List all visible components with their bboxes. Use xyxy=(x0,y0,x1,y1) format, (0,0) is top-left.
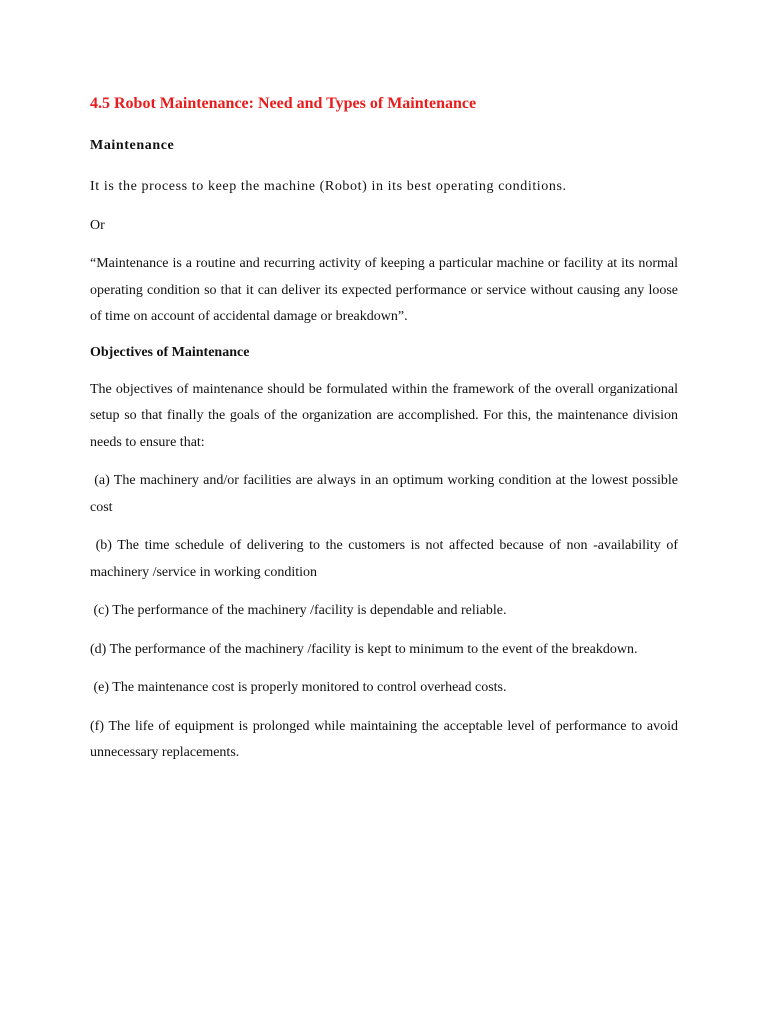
maintenance-quote: “Maintenance is a routine and recurring activity of keeping a particular machine or facility at its normal operating condition so that it can deliver its expected performance or service without causing any loose of time on account of accidental damage or breakdown”. xyxy=(90,256,678,324)
or-separator: Or xyxy=(90,217,105,233)
document-content xyxy=(90,92,682,767)
objective-item-a: (a) The machinery and/or facilities are always in an optimum working condition at the lowest possible cost xyxy=(90,473,682,515)
objective-item-c: (c) The performance of the machinery /facility is dependable and reliable. xyxy=(90,603,507,618)
objective-item-b: (b) The time schedule of delivering to the customers is not affected because of non -availability of machinery /service in working condition xyxy=(90,538,682,580)
objectives-intro: The objectives of maintenance should be formulated within the framework of the overall organizational setup so that finally the goals of the organization are accomplished. For this, the maintenance division needs to ensure that: xyxy=(90,381,678,450)
objective-item-f: (f) The life of equipment is prolonged while maintaining the acceptable level of performance to avoid unnecessary replacements. xyxy=(90,718,682,760)
objectives-heading: Objectives of Maintenance xyxy=(90,344,250,360)
objective-item-e: (e) The maintenance cost is properly monitored to control overhead costs. xyxy=(90,680,507,695)
maintenance-definition: It is the process to keep the machine (Robot) in its best operating conditions. xyxy=(90,179,567,194)
maintenance-heading: Maintenance xyxy=(90,138,175,153)
document-title: 4.5 Robot Maintenance: Need and Types of Maintenance xyxy=(90,95,477,112)
objective-item-d: (d) The performance of the machinery /facility is kept to minimum to the event of the breakdown. xyxy=(90,641,638,657)
